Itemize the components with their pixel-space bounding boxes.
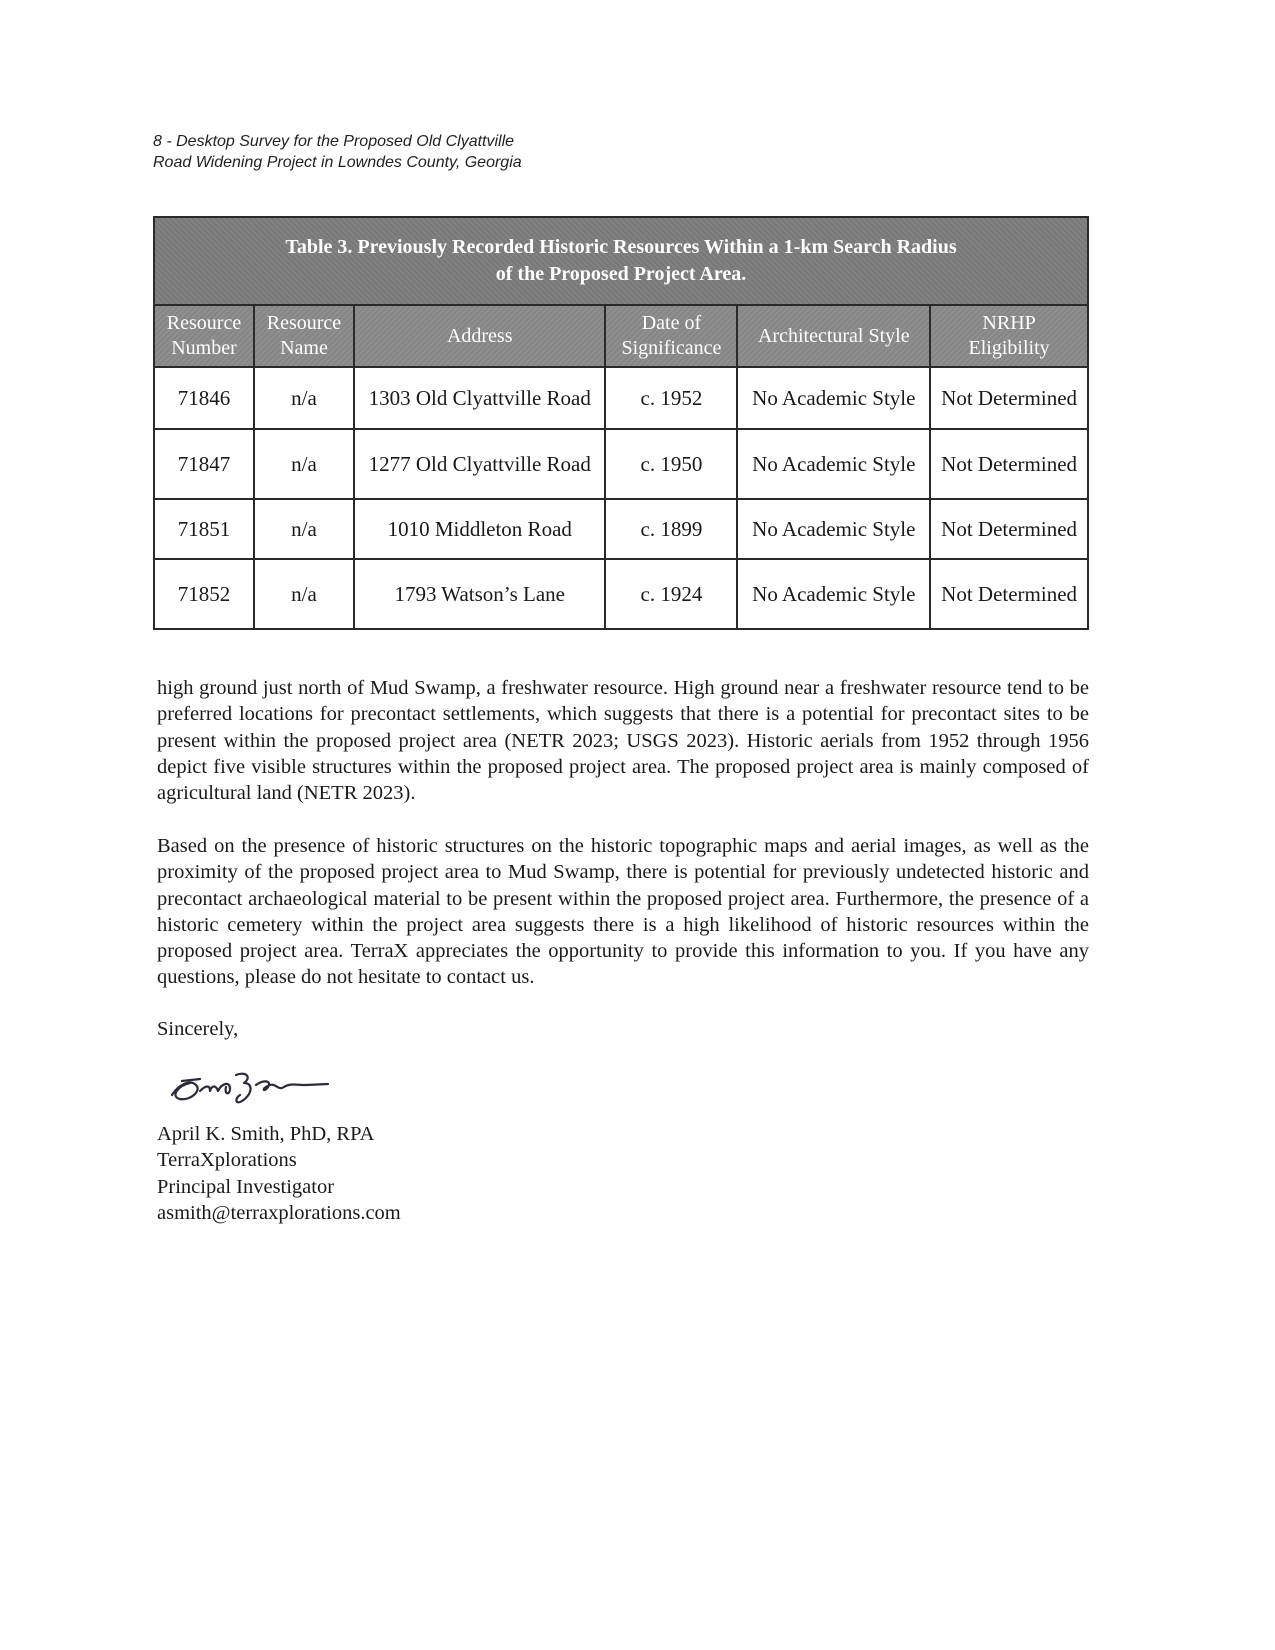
cell-eligibility: Not Determined <box>930 559 1088 629</box>
cell-style: No Academic Style <box>737 559 930 629</box>
signer-email: asmith@terraxplorations.com <box>157 1201 401 1224</box>
cell-address: 1793 Watson’s Lane <box>354 559 606 629</box>
cell-date: c. 1899 <box>605 499 737 559</box>
running-header-line-2: Road Widening Project in Lowndes County, Georgia <box>153 154 522 171</box>
cell-date: c. 1924 <box>605 559 737 629</box>
closing-salutation: Sincerely, <box>157 1018 239 1040</box>
signer-organization: TerraXplorations <box>157 1149 297 1172</box>
column-header-text: NRHP <box>982 312 1036 334</box>
cell-address: 1010 Middleton Road <box>354 499 606 559</box>
cell-address: 1303 Old Clyattville Road <box>354 367 606 429</box>
column-header-nrhp-eligibility <box>930 305 1088 367</box>
cell-resource-name: n/a <box>254 559 354 629</box>
column-header-text: Architectural Style <box>757 324 910 347</box>
column-header-text: Resource <box>166 312 242 334</box>
column-header-text: Address <box>446 324 513 347</box>
body-paragraph-2: Based on the presence of historic structures on the historic topographic maps and aerial images, as well as the proximity of the proposed project area to Mud Swamp, there is potential for previously undetected historic and precontact archaeological material to be present within the proposed project area. Furthermore, the presence of a historic cemetery within the project area suggests there is a high likelihood of historic resources within the proposed project area. TerraX appreciates the opportunity to provide this information to you. If you have any questions, please do not hesitate to contact us. <box>157 835 1089 989</box>
column-header-architectural-style <box>737 305 930 367</box>
table-caption <box>154 217 1088 305</box>
table-caption-row <box>154 217 1088 305</box>
table-caption-line-2: of the Proposed Project Area. <box>495 263 747 285</box>
cell-resource-number: 71847 <box>154 429 254 499</box>
column-header-text: Date of <box>641 312 702 334</box>
cell-date: c. 1950 <box>605 429 737 499</box>
cell-eligibility: Not Determined <box>930 367 1088 429</box>
column-header-text: Significance <box>621 337 722 359</box>
signer-name: April K. Smith, PhD, RPA <box>157 1123 375 1145</box>
signature-block <box>157 1121 401 1226</box>
column-header-text: Number <box>171 337 237 359</box>
cell-style: No Academic Style <box>737 367 930 429</box>
column-header-address <box>354 305 606 367</box>
cell-resource-number: 71852 <box>154 559 254 629</box>
table-row <box>154 559 1088 629</box>
handwritten-signature <box>160 1055 340 1115</box>
cell-resource-name: n/a <box>254 499 354 559</box>
column-header-date-of-significance <box>605 305 737 367</box>
cell-eligibility: Not Determined <box>930 499 1088 559</box>
column-header-text: Eligibility <box>968 337 1050 359</box>
cell-resource-name: n/a <box>254 367 354 429</box>
cell-address: 1277 Old Clyattville Road <box>354 429 606 499</box>
running-header <box>153 131 713 173</box>
historic-resources-table <box>153 216 1089 630</box>
table-row <box>154 367 1088 429</box>
column-header-resource-name <box>254 305 354 367</box>
column-header-text: Resource <box>266 312 342 334</box>
cell-style: No Academic Style <box>737 429 930 499</box>
cell-resource-number: 71851 <box>154 499 254 559</box>
cell-style: No Academic Style <box>737 499 930 559</box>
running-header-line-1: 8 - Desktop Survey for the Proposed Old Clyattville <box>153 133 515 150</box>
table-row <box>154 499 1088 559</box>
table-caption-line-1: Table 3. Previously Recorded Historic Resources Within a 1-km Search Radius <box>285 236 957 258</box>
column-header-resource-number <box>154 305 254 367</box>
body-paragraph-1: high ground just north of Mud Swamp, a freshwater resource. High ground near a freshwater resource tend to be preferred locations for precontact settlements, which suggests that there is a potential for precontact sites to be present within the proposed project area (NETR 2023; USGS 2023). Historic aerials from 1952 through 1956 depict five visible structures within the proposed project area. The proposed project area is mainly composed of agricultural land (NETR 2023). <box>157 677 1089 805</box>
column-header-text: Name <box>280 337 328 359</box>
cell-resource-number: 71846 <box>154 367 254 429</box>
cell-eligibility: Not Determined <box>930 429 1088 499</box>
cell-date: c. 1952 <box>605 367 737 429</box>
table-header-row <box>154 305 1088 367</box>
cell-resource-name: n/a <box>254 429 354 499</box>
table-row <box>154 429 1088 499</box>
signer-title: Principal Investigator <box>157 1175 335 1198</box>
